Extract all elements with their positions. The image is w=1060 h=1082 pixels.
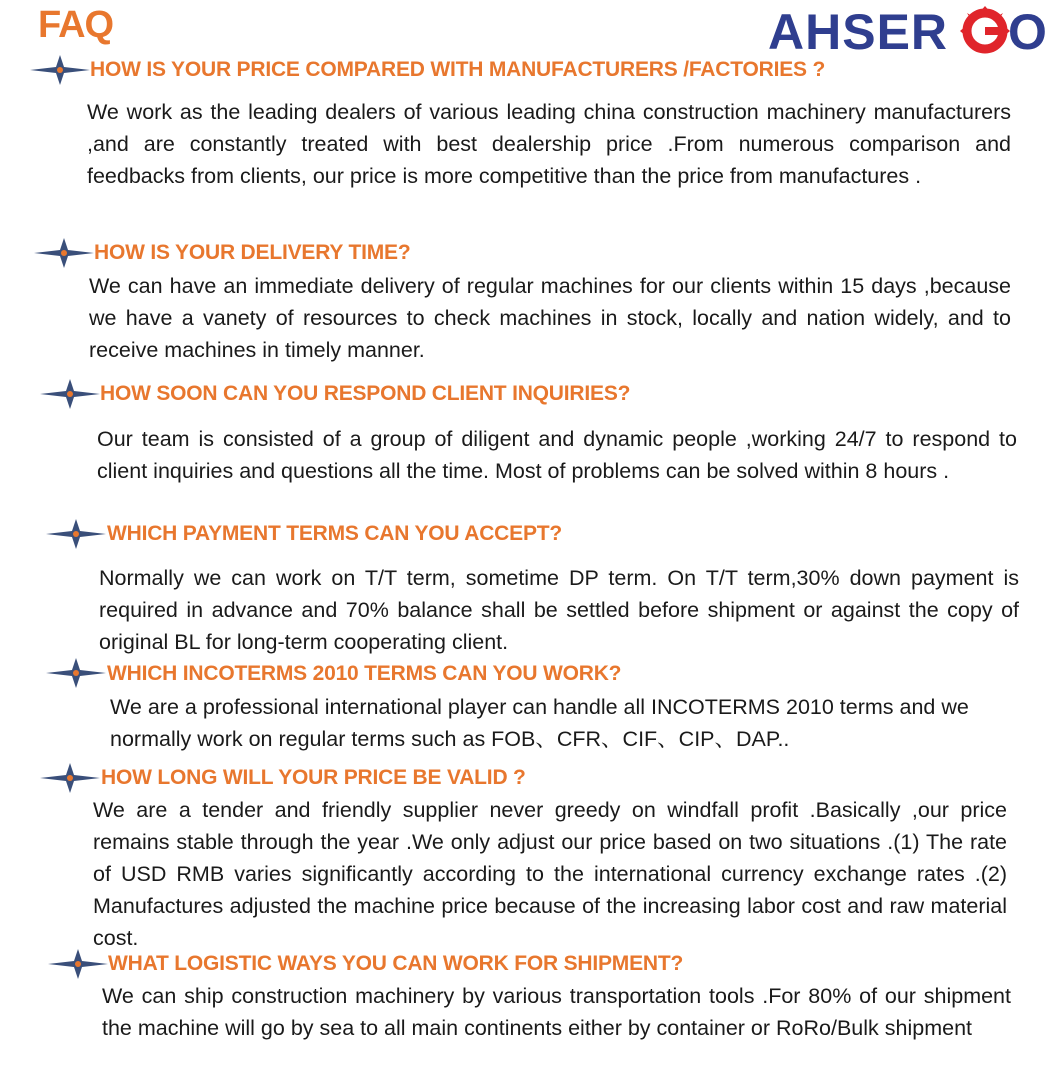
faq-answer: We are a professional international player can handle all INCOTERMS 2010 terms and we normally work on regular terms such as FOB、CFR、CIF、CIP、DAP.. [110,695,969,751]
faq-answer: We can ship construction machinery by various transportation tools .For 80% of our shipment the machine will go by sea to all main continents either by container or RoRo/Bulk shipment [102,984,1011,1040]
star-bullet-icon [30,55,90,85]
star-bullet-icon [40,763,100,793]
faq-answer: We can have an immediate delivery of regular machines for our clients within 15 days ,because we have a vanety of resources to check machines in stock, locally and nation widely, and to receive machines in timely manner. [89,274,1011,362]
star-bullet-icon [40,379,100,409]
faq-question: HOW LONG WILL YOUR PRICE BE VALID ? [101,766,526,789]
faq-question: WHICH PAYMENT TERMS CAN YOU ACCEPT? [107,522,563,545]
page-title: FAQ [38,4,114,46]
faq-question: WHICH INCOTERMS 2010 TERMS CAN YOU WORK? [107,662,622,685]
faq-answer: Our team is consisted of a group of diligent and dynamic people ,working 24/7 to respond to client inquiries and questions all the time. Most of problems can be solved within 8 hours . [97,427,1017,483]
faq-answer: We work as the leading dealers of various leading china construction machinery manufacturers ,and are constantly treated with best dealership price .From numerous comparison and feedbacks from clients, our price is more competitive than the price from manufactures . [87,100,1011,188]
star-bullet-icon [46,658,106,688]
svg-text:O: O [1008,4,1047,60]
faq-question: HOW IS YOUR DELIVERY TIME? [94,241,411,264]
star-bullet-icon [34,238,94,268]
faq-question: WHAT LOGISTIC WAYS YOU CAN WORK FOR SHIPMENT? [108,952,684,975]
star-bullet-icon [48,949,108,979]
faq-answer: We are a tender and friendly supplier never greedy on windfall profit .Basically ,our price remains stable through the year .We only adjust our price based on two situations .(1) The rate of USD RMB varies significantly according to the international currency exchange rates .(2) Manufactures adjusted the machine price because of the increasing labor cost and raw material cost. [93,798,1007,950]
svg-text:AHSER: AHSER [768,4,949,60]
brand-logo [768,2,1058,60]
faq-question: HOW SOON CAN YOU RESPOND CLIENT INQUIRIES? [100,382,631,405]
star-bullet-icon [46,519,106,549]
faq-answer: Normally we can work on T/T term, sometime DP term. On T/T term,30% down payment is required in advance and 70% balance shall be settled before shipment or against the copy of original BL for long-term cooperating client. [99,566,1019,654]
faq-question: HOW IS YOUR PRICE COMPARED WITH MANUFACTURERS /FACTORIES ? [90,58,826,81]
